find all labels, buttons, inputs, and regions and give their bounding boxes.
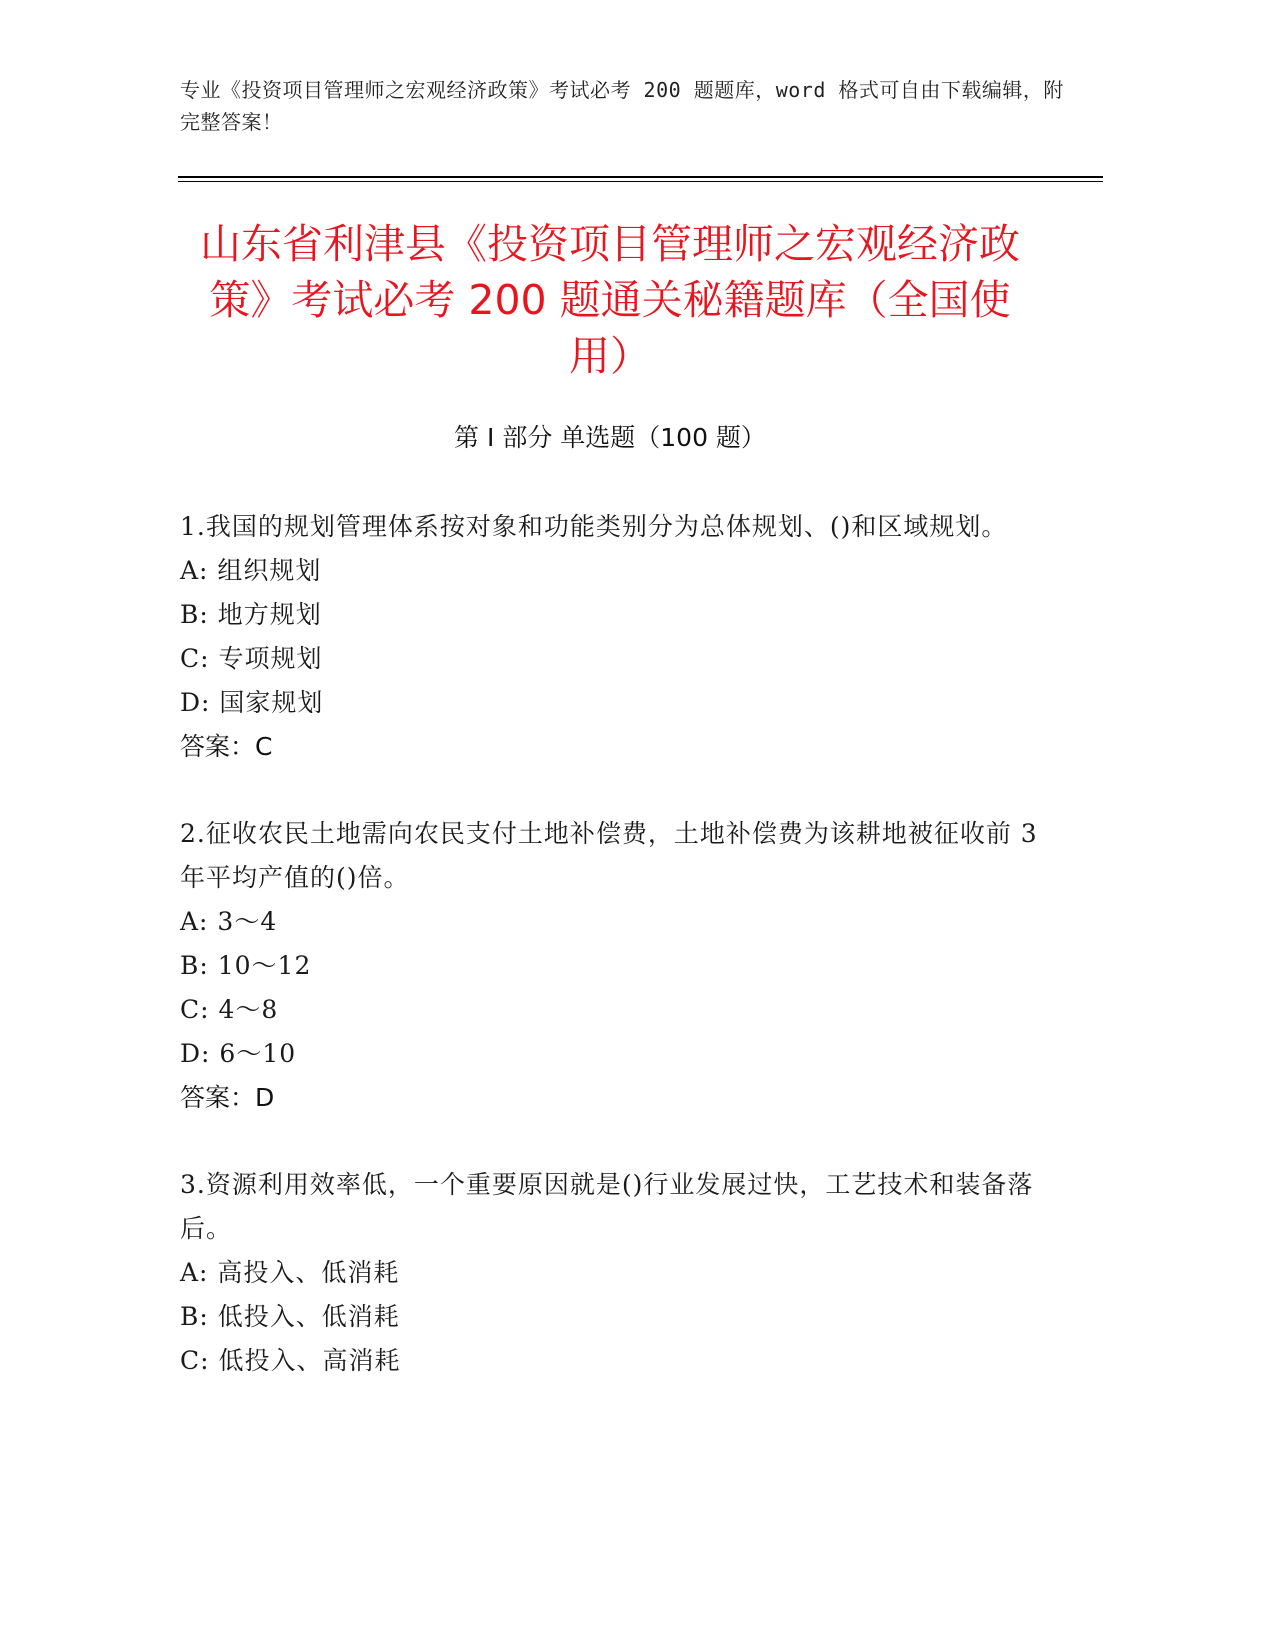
option-b: B: 10～12 (180, 951, 312, 980)
option-b: B: 地方规划 (180, 600, 322, 629)
header-note: 专业《投资项目管理师之宏观经济政策》考试必考 200 题题库，word 格式可自由下载编辑，附完整答案！ (180, 78, 1064, 134)
question-stem: 3.资源利用效率低，一个重要原因就是()行业发展过快，工艺技术和装备落后。 (180, 1170, 1034, 1243)
answer: 答案：C (180, 732, 273, 761)
question-list (180, 505, 1040, 1426)
answer: 答案：D (180, 1083, 275, 1112)
option-a: A: 高投入、低消耗 (180, 1258, 400, 1287)
question-stem: 1.我国的规划管理体系按对象和功能类别分为总体规划、()和区域规划。 (180, 512, 1008, 541)
option-d: D: 6～10 (180, 1039, 297, 1068)
option-a: A: 3～4 (180, 907, 278, 936)
question-3 (180, 1163, 1040, 1383)
header-divider-thin (178, 181, 1103, 182)
section-heading: 第 I 部分 单选题（100 题） (454, 423, 766, 452)
document-title: 山东省利津县《投资项目管理师之宏观经济政策》考试必考 200 题通关秘籍题库（全国使用） (200, 220, 1020, 380)
question-1 (180, 505, 1040, 769)
question-stem: 2.征收农民土地需向农民支付土地补偿费，土地补偿费为该耕地被征收前 3 年平均产值的()倍。 (180, 819, 1038, 892)
option-a: A: 组织规划 (180, 556, 322, 585)
header-divider-thick (178, 176, 1103, 178)
option-c: C: 4～8 (180, 995, 279, 1024)
option-c: C: 专项规划 (180, 644, 323, 673)
option-b: B: 低投入、低消耗 (180, 1302, 400, 1331)
question-2 (180, 812, 1040, 1120)
option-c: C: 低投入、高消耗 (180, 1346, 401, 1375)
option-d: D: 国家规划 (180, 688, 324, 717)
